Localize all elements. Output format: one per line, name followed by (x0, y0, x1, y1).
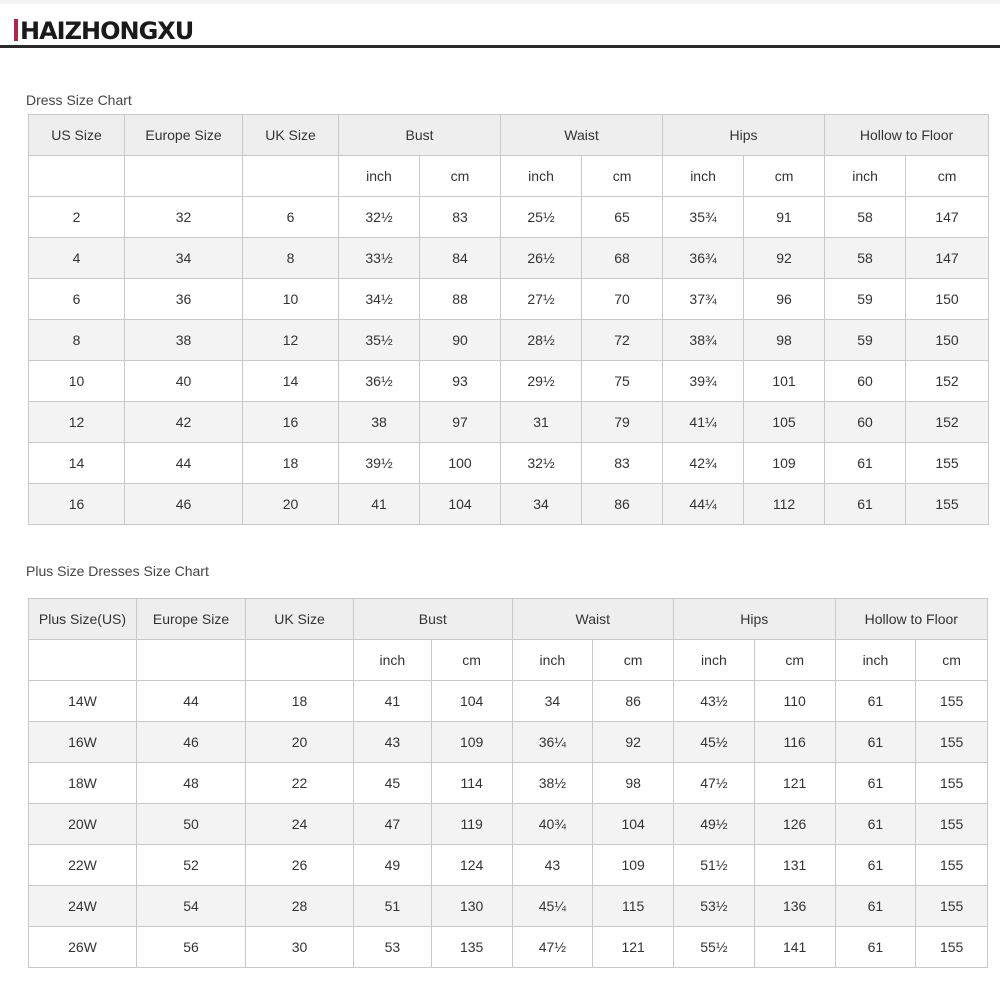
plus-header-cell: Waist (512, 599, 674, 640)
dress-table-cell: 152 (906, 402, 989, 443)
plus-table-cell: 104 (593, 804, 674, 845)
dress-table-cell: 46 (125, 484, 243, 525)
dress-table-cell: 147 (906, 238, 989, 279)
dress-table-cell: 33½ (339, 238, 420, 279)
plus-table-cell: 30 (246, 927, 354, 968)
dress-table-cell: 68 (582, 238, 663, 279)
plus-unit-cell: inch (674, 640, 755, 681)
plus-unit-cell: inch (354, 640, 432, 681)
plus-table-cell: 26 (246, 845, 354, 886)
plus-table-cell: 51 (354, 886, 432, 927)
dress-table-cell: 8 (243, 238, 339, 279)
plus-table-cell: 43 (354, 722, 432, 763)
plus-unit-cell: inch (512, 640, 593, 681)
dress-size-table (28, 114, 989, 525)
plus-table-cell: 45¼ (512, 886, 593, 927)
dress-table-cell: 109 (744, 443, 825, 484)
plus-table-cell: 24 (246, 804, 354, 845)
dress-table-cell: 36 (125, 279, 243, 320)
dress-table-cell: 4 (29, 238, 125, 279)
plus-table-cell: 47½ (512, 927, 593, 968)
dress-size-chart-caption: Dress Size Chart (26, 92, 132, 108)
dress-header-cell: UK Size (243, 115, 339, 156)
dress-table-cell: 10 (243, 279, 339, 320)
dress-table-cell: 6 (29, 279, 125, 320)
dress-table-cell: 35¾ (663, 197, 744, 238)
dress-unit-blank-cell (243, 156, 339, 197)
dress-table-cell: 38¾ (663, 320, 744, 361)
plus-table-cell: 92 (593, 722, 674, 763)
plus-table-cell: 47½ (674, 763, 755, 804)
plus-table-cell: 38½ (512, 763, 593, 804)
plus-table-cell: 61 (835, 763, 916, 804)
dress-header-row (29, 115, 989, 156)
plus-unit-cell: cm (593, 640, 674, 681)
dress-table-cell: 105 (744, 402, 825, 443)
dress-header-cell: Waist (501, 115, 663, 156)
dress-table-cell: 75 (582, 361, 663, 402)
dress-table-cell: 14 (29, 443, 125, 484)
plus-table-cell: 61 (835, 722, 916, 763)
dress-table-cell: 155 (906, 484, 989, 525)
plus-table-cell: 109 (593, 845, 674, 886)
dress-header-cell: Bust (339, 115, 501, 156)
plus-table-cell: 61 (835, 681, 916, 722)
dress-table-cell: 2 (29, 197, 125, 238)
plus-table-cell: 155 (916, 804, 988, 845)
plus-table-cell: 98 (593, 763, 674, 804)
dress-table-cell: 44¼ (663, 484, 744, 525)
dress-unit-cell: cm (582, 156, 663, 197)
dress-table-cell: 32 (125, 197, 243, 238)
plus-table-row (29, 804, 988, 845)
dress-unit-cell: inch (501, 156, 582, 197)
dress-table-cell: 58 (825, 197, 906, 238)
plus-header-cell: Hollow to Floor (835, 599, 987, 640)
dress-table-row (29, 320, 989, 361)
plus-table-cell: 18 (246, 681, 354, 722)
plus-header-cell: Plus Size(US) (29, 599, 137, 640)
plus-table-cell: 110 (754, 681, 835, 722)
plus-unit-cell: cm (431, 640, 512, 681)
plus-table-cell: 43 (512, 845, 593, 886)
dress-table-cell: 14 (243, 361, 339, 402)
plus-table-cell: 26W (29, 927, 137, 968)
dress-table-cell: 72 (582, 320, 663, 361)
plus-table-cell: 50 (137, 804, 246, 845)
dress-table-cell: 29½ (501, 361, 582, 402)
dress-table-cell: 25½ (501, 197, 582, 238)
dress-table-cell: 37¾ (663, 279, 744, 320)
dress-table-cell: 97 (420, 402, 501, 443)
dress-table-cell: 60 (825, 402, 906, 443)
dress-table-cell: 155 (906, 443, 989, 484)
dress-table-row (29, 197, 989, 238)
plus-table-cell: 51½ (674, 845, 755, 886)
dress-table-cell: 20 (243, 484, 339, 525)
dress-table-cell: 41 (339, 484, 420, 525)
dress-table-cell: 112 (744, 484, 825, 525)
dress-header-cell: Hollow to Floor (825, 115, 989, 156)
plus-table-cell: 46 (137, 722, 246, 763)
plus-unit-blank-cell (137, 640, 246, 681)
dress-table-cell: 79 (582, 402, 663, 443)
plus-table-cell: 61 (835, 845, 916, 886)
plus-header-row (29, 599, 988, 640)
plus-table-row (29, 845, 988, 886)
plus-table-cell: 49 (354, 845, 432, 886)
dress-table-row (29, 279, 989, 320)
dress-table-cell: 6 (243, 197, 339, 238)
dress-table-cell: 16 (29, 484, 125, 525)
dress-table-row (29, 238, 989, 279)
plus-table-cell: 36¼ (512, 722, 593, 763)
dress-table-cell: 147 (906, 197, 989, 238)
dress-unit-cell: cm (906, 156, 989, 197)
dress-unit-blank-cell (29, 156, 125, 197)
plus-unit-blank-cell (246, 640, 354, 681)
dress-table-cell: 152 (906, 361, 989, 402)
dress-table-cell: 96 (744, 279, 825, 320)
plus-table-row (29, 763, 988, 804)
plus-table-cell: 136 (754, 886, 835, 927)
plus-table-row (29, 681, 988, 722)
plus-size-table (28, 598, 988, 968)
plus-unit-cell: cm (754, 640, 835, 681)
plus-table-cell: 61 (835, 886, 916, 927)
plus-table-cell: 61 (835, 927, 916, 968)
plus-table-cell: 22 (246, 763, 354, 804)
plus-table-cell: 61 (835, 804, 916, 845)
dress-table-cell: 90 (420, 320, 501, 361)
plus-table-cell: 114 (431, 763, 512, 804)
plus-table-cell: 55½ (674, 927, 755, 968)
dress-unit-cell: inch (339, 156, 420, 197)
plus-table-cell: 155 (916, 886, 988, 927)
dress-table-cell: 39¾ (663, 361, 744, 402)
plus-table-cell: 135 (431, 927, 512, 968)
plus-header-cell: Hips (674, 599, 836, 640)
dress-table-cell: 59 (825, 279, 906, 320)
dress-table-cell: 38 (339, 402, 420, 443)
dress-table-cell: 83 (582, 443, 663, 484)
plus-table-cell: 24W (29, 886, 137, 927)
page-header (0, 8, 1000, 48)
dress-table-cell: 61 (825, 443, 906, 484)
plus-table-cell: 56 (137, 927, 246, 968)
plus-table-cell: 155 (916, 927, 988, 968)
plus-table-cell: 53 (354, 927, 432, 968)
plus-table-cell: 49½ (674, 804, 755, 845)
plus-size-chart-caption: Plus Size Dresses Size Chart (26, 563, 209, 579)
dress-table-cell: 12 (29, 402, 125, 443)
plus-table-cell: 34 (512, 681, 593, 722)
dress-table-cell: 44 (125, 443, 243, 484)
plus-table-cell: 121 (754, 763, 835, 804)
plus-table-cell: 45 (354, 763, 432, 804)
dress-table-cell: 59 (825, 320, 906, 361)
dress-table-cell: 36¾ (663, 238, 744, 279)
plus-table-cell: 40¾ (512, 804, 593, 845)
dress-table-cell: 150 (906, 279, 989, 320)
dress-table-cell: 58 (825, 238, 906, 279)
dress-table-cell: 84 (420, 238, 501, 279)
plus-table-cell: 16W (29, 722, 137, 763)
dress-table-cell: 12 (243, 320, 339, 361)
dress-table-cell: 34 (125, 238, 243, 279)
dress-table-cell: 92 (744, 238, 825, 279)
plus-table-row (29, 886, 988, 927)
brand-accent-bar (14, 19, 18, 41)
plus-header-cell: UK Size (246, 599, 354, 640)
plus-table-cell: 20W (29, 804, 137, 845)
dress-table-cell: 41¼ (663, 402, 744, 443)
plus-table-cell: 119 (431, 804, 512, 845)
plus-table-cell: 48 (137, 763, 246, 804)
dress-table-cell: 16 (243, 402, 339, 443)
dress-table-cell: 104 (420, 484, 501, 525)
plus-table-cell: 126 (754, 804, 835, 845)
dress-header-cell: Hips (663, 115, 825, 156)
dress-table-row (29, 484, 989, 525)
plus-table-cell: 53½ (674, 886, 755, 927)
dress-table-cell: 18 (243, 443, 339, 484)
dress-table-cell: 60 (825, 361, 906, 402)
dress-table-cell: 93 (420, 361, 501, 402)
plus-table-cell: 14W (29, 681, 137, 722)
dress-unit-row (29, 156, 989, 197)
dress-table-row (29, 402, 989, 443)
plus-unit-blank-cell (29, 640, 137, 681)
dress-unit-cell: cm (744, 156, 825, 197)
dress-table-cell: 35½ (339, 320, 420, 361)
dress-table-row (29, 443, 989, 484)
dress-header-cell: US Size (29, 115, 125, 156)
plus-table-cell: 155 (916, 722, 988, 763)
dress-table-cell: 34½ (339, 279, 420, 320)
dress-table-cell: 28½ (501, 320, 582, 361)
plus-table-cell: 155 (916, 845, 988, 886)
plus-table-row (29, 927, 988, 968)
dress-header-cell: Europe Size (125, 115, 243, 156)
plus-table-cell: 20 (246, 722, 354, 763)
dress-table-cell: 101 (744, 361, 825, 402)
dress-table-cell: 91 (744, 197, 825, 238)
plus-table-cell: 86 (593, 681, 674, 722)
plus-table-cell: 109 (431, 722, 512, 763)
dress-table-cell: 83 (420, 197, 501, 238)
dress-table-cell: 38 (125, 320, 243, 361)
plus-table-cell: 22W (29, 845, 137, 886)
dress-table-cell: 100 (420, 443, 501, 484)
dress-table-cell: 42 (125, 402, 243, 443)
dress-unit-cell: inch (825, 156, 906, 197)
dress-table-cell: 88 (420, 279, 501, 320)
plus-table-cell: 45½ (674, 722, 755, 763)
plus-table-cell: 47 (354, 804, 432, 845)
plus-table-cell: 131 (754, 845, 835, 886)
plus-table-cell: 155 (916, 681, 988, 722)
dress-table-cell: 10 (29, 361, 125, 402)
dress-unit-cell: cm (420, 156, 501, 197)
brand-logo: HAIZHONGXU (20, 17, 194, 45)
dress-table-cell: 150 (906, 320, 989, 361)
dress-table-cell: 65 (582, 197, 663, 238)
dress-table-cell: 32½ (501, 443, 582, 484)
plus-table-cell: 41 (354, 681, 432, 722)
dress-table-cell: 8 (29, 320, 125, 361)
plus-table-cell: 116 (754, 722, 835, 763)
plus-table-cell: 28 (246, 886, 354, 927)
dress-table-cell: 27½ (501, 279, 582, 320)
dress-table-cell: 98 (744, 320, 825, 361)
plus-table-cell: 121 (593, 927, 674, 968)
top-strip (0, 0, 1000, 4)
plus-header-cell: Europe Size (137, 599, 246, 640)
plus-table-cell: 52 (137, 845, 246, 886)
plus-table-cell: 44 (137, 681, 246, 722)
dress-table-cell: 39½ (339, 443, 420, 484)
dress-table-cell: 26½ (501, 238, 582, 279)
dress-table-cell: 61 (825, 484, 906, 525)
plus-table-cell: 141 (754, 927, 835, 968)
plus-table-cell: 54 (137, 886, 246, 927)
dress-table-cell: 31 (501, 402, 582, 443)
dress-unit-cell: inch (663, 156, 744, 197)
plus-unit-cell: inch (835, 640, 916, 681)
plus-unit-row (29, 640, 988, 681)
plus-table-cell: 18W (29, 763, 137, 804)
plus-table-cell: 43½ (674, 681, 755, 722)
plus-table-row (29, 722, 988, 763)
plus-table-cell: 130 (431, 886, 512, 927)
plus-table-cell: 115 (593, 886, 674, 927)
dress-table-cell: 86 (582, 484, 663, 525)
dress-table-cell: 42¾ (663, 443, 744, 484)
plus-unit-cell: cm (916, 640, 988, 681)
dress-table-row (29, 361, 989, 402)
dress-table-cell: 32½ (339, 197, 420, 238)
dress-table-cell: 40 (125, 361, 243, 402)
dress-table-cell: 36½ (339, 361, 420, 402)
dress-table-cell: 34 (501, 484, 582, 525)
dress-unit-blank-cell (125, 156, 243, 197)
plus-header-cell: Bust (354, 599, 512, 640)
plus-table-cell: 155 (916, 763, 988, 804)
plus-table-cell: 104 (431, 681, 512, 722)
plus-table-cell: 124 (431, 845, 512, 886)
dress-table-cell: 70 (582, 279, 663, 320)
